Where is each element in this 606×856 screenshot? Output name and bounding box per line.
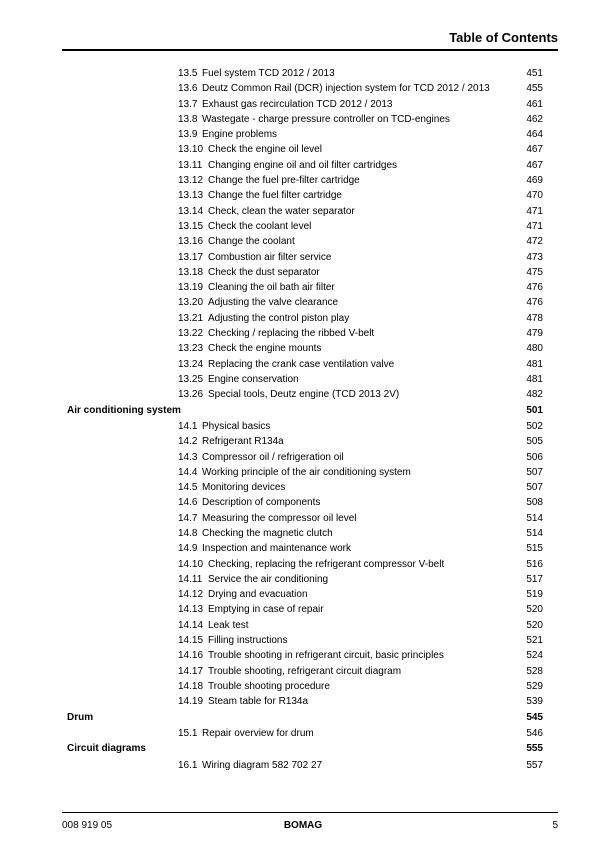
- entry-number: 14.6: [178, 497, 198, 509]
- entry-page-number: 481: [526, 373, 543, 385]
- entry-number: 16.1: [178, 759, 198, 771]
- toc-entry: [0, 219, 606, 234]
- entry-title: Replacing the crank case ventilation valve: [208, 358, 395, 370]
- entry-title: Measuring the compressor oil level: [202, 512, 357, 524]
- section-title: Circuit diagrams: [67, 743, 146, 755]
- toc-entry: [0, 495, 606, 510]
- entry-number: 14.13: [178, 604, 204, 616]
- table-of-contents: [0, 66, 606, 773]
- toc-entry: [0, 204, 606, 219]
- toc-entry: [0, 326, 606, 341]
- entry-title: Special tools, Deutz engine (TCD 2013 2V): [208, 389, 400, 401]
- entry-number: 13.24: [178, 358, 204, 370]
- entry-title: Checking the magnetic clutch: [202, 528, 333, 539]
- entry-page-number: 507: [526, 466, 543, 478]
- toc-entry: [0, 81, 606, 96]
- entry-number: 14.18: [178, 680, 204, 692]
- entry-page-number: 505: [526, 436, 543, 448]
- entry-number: 14.19: [178, 696, 204, 708]
- toc-entry: [0, 450, 606, 465]
- entry-page-number: 462: [526, 113, 543, 125]
- entry-title: Trouble shooting, refrigerant circuit diagram: [208, 665, 402, 677]
- toc-entry: [0, 173, 606, 188]
- entry-number: 13.5: [178, 68, 198, 79]
- entry-title: Cleaning the oil bath air filter: [208, 282, 335, 294]
- toc-section-heading: [0, 741, 606, 757]
- entry-number: 14.16: [178, 650, 204, 662]
- entry-page-number: 524: [526, 650, 543, 662]
- entry-title: Drying and evacuation: [208, 589, 308, 601]
- toc-section-heading: [0, 403, 606, 419]
- entry-title: Description of components: [202, 497, 321, 509]
- entry-number: 13.10: [178, 144, 204, 156]
- entry-page-number: 461: [526, 98, 543, 110]
- entry-page-number: 528: [526, 665, 543, 677]
- entry-page-number: 467: [526, 144, 543, 156]
- toc-entry: [0, 633, 606, 648]
- toc-entry: [0, 511, 606, 526]
- entry-page-number: 545: [526, 711, 543, 723]
- entry-number: 14.8: [178, 528, 198, 539]
- toc-entry: [0, 265, 606, 280]
- toc-entry: [0, 664, 606, 679]
- toc-entry: [0, 726, 606, 741]
- toc-entry: [0, 234, 606, 249]
- toc-entry: [0, 97, 606, 112]
- toc-entry: [0, 357, 606, 372]
- page-number: 5: [552, 820, 558, 831]
- section-title: Air conditioning system: [67, 404, 181, 416]
- entry-title: Change the fuel pre-filter cartridge: [208, 175, 360, 187]
- toc-entry: [0, 311, 606, 326]
- footer-rule: [62, 812, 558, 813]
- toc-entry: [0, 694, 606, 709]
- page-title: Table of Contents: [449, 30, 558, 45]
- toc-entry: [0, 66, 606, 81]
- entry-title: Combustion air filter service: [208, 251, 332, 263]
- entry-number: 13.14: [178, 205, 204, 217]
- entry-page-number: 481: [526, 358, 543, 370]
- entry-number: 13.18: [178, 266, 204, 278]
- entry-page-number: 470: [526, 190, 543, 202]
- entry-page-number: 508: [526, 497, 543, 509]
- toc-entry: [0, 572, 606, 587]
- toc-entry: [0, 541, 606, 556]
- entry-title: Monitoring devices: [202, 482, 286, 494]
- entry-number: 14.11: [178, 573, 203, 585]
- entry-title: Engine problems: [202, 129, 278, 141]
- entry-page-number: 476: [526, 297, 543, 309]
- entry-page-number: 469: [526, 175, 543, 187]
- entry-number: 13.11: [178, 159, 203, 171]
- entry-title: Steam table for R134a: [208, 696, 309, 708]
- entry-page-number: 514: [526, 528, 543, 539]
- entry-title: Fuel system TCD 2012 / 2013: [202, 68, 335, 79]
- entry-page-number: 514: [526, 512, 543, 524]
- entry-number: 14.14: [178, 619, 204, 631]
- entry-page-number: 557: [526, 759, 543, 771]
- entry-number: 13.17: [178, 251, 204, 263]
- entry-page-number: 480: [526, 343, 543, 355]
- entry-page-number: 519: [526, 589, 543, 601]
- entry-number: 14.9: [178, 543, 198, 555]
- entry-page-number: 539: [526, 696, 543, 708]
- entry-number: 13.7: [178, 98, 198, 110]
- toc-entry: [0, 480, 606, 495]
- entry-number: 13.6: [178, 83, 198, 95]
- toc-entry: [0, 526, 606, 541]
- toc-entry: [0, 434, 606, 449]
- entry-number: 14.10: [178, 558, 204, 570]
- entry-number: 14.12: [178, 589, 204, 601]
- entry-title: Engine conservation: [208, 373, 299, 385]
- entry-number: 13.9: [178, 129, 198, 141]
- entry-page-number: 501: [526, 404, 543, 416]
- entry-number: 13.8: [178, 113, 198, 125]
- entry-page-number: 479: [526, 328, 543, 340]
- entry-title: Filling instructions: [208, 635, 288, 647]
- document-number: 008 919 05: [62, 820, 113, 831]
- entry-page-number: 502: [526, 420, 543, 432]
- entry-page-number: 507: [526, 482, 543, 494]
- toc-entry: [0, 372, 606, 387]
- entry-title: Checking, replacing the refrigerant compressor V-belt: [208, 558, 445, 570]
- entry-number: 13.21: [178, 312, 204, 324]
- entry-number: 14.3: [178, 451, 198, 463]
- entry-title: Refrigerant R134a: [202, 436, 284, 448]
- entry-page-number: 517: [526, 573, 543, 585]
- entry-page-number: 515: [526, 543, 543, 555]
- entry-title: Trouble shooting in refrigerant circuit, basic principles: [208, 650, 444, 662]
- entry-number: 13.13: [178, 190, 204, 202]
- entry-title: Inspection and maintenance work: [202, 543, 351, 555]
- toc-entry: [0, 587, 606, 602]
- entry-number: 15.1: [178, 727, 198, 739]
- entry-title: Change the fuel filter cartridge: [208, 190, 342, 202]
- section-title: Drum: [67, 711, 94, 723]
- toc-entry: [0, 295, 606, 310]
- entry-number: 13.16: [178, 236, 204, 248]
- toc-entry: [0, 679, 606, 694]
- toc-entry: [0, 341, 606, 356]
- toc-entry: [0, 250, 606, 265]
- entry-title: Trouble shooting procedure: [208, 680, 330, 692]
- entry-number: 13.25: [178, 373, 204, 385]
- toc-entry: [0, 618, 606, 633]
- entry-page-number: 482: [526, 389, 543, 401]
- entry-page-number: 471: [526, 205, 543, 217]
- entry-number: 14.1: [178, 420, 198, 432]
- entry-number: 14.17: [178, 665, 204, 677]
- header-rule: [62, 49, 558, 51]
- toc-entry: [0, 158, 606, 173]
- entry-title: Check the dust separator: [208, 266, 320, 278]
- entry-title: Deutz Common Rail (DCR) injection system for TCD 2012 / 2013: [202, 83, 490, 95]
- entry-page-number: 464: [526, 129, 543, 141]
- entry-page-number: 546: [526, 727, 543, 739]
- toc-entry: [0, 188, 606, 203]
- entry-number: 14.2: [178, 436, 198, 448]
- entry-number: 14.5: [178, 482, 198, 494]
- entry-number: 13.23: [178, 343, 204, 355]
- entry-page-number: 455: [526, 83, 543, 95]
- entry-title: Check the engine oil level: [208, 144, 322, 156]
- entry-page-number: 478: [526, 312, 543, 324]
- toc-entry: [0, 557, 606, 572]
- entry-number: 13.19: [178, 282, 204, 294]
- entry-page-number: 471: [526, 220, 543, 232]
- entry-number: 13.26: [178, 389, 204, 401]
- entry-page-number: 516: [526, 558, 543, 570]
- entry-page-number: 475: [526, 266, 543, 278]
- entry-title: Working principle of the air conditioning system: [202, 466, 411, 478]
- toc-entry: [0, 602, 606, 617]
- toc-entry: [0, 280, 606, 295]
- brand-name: BOMAG: [283, 820, 323, 831]
- entry-title: Exhaust gas recirculation TCD 2012 / 2013: [202, 98, 393, 110]
- entry-title: Checking / replacing the ribbed V-belt: [208, 328, 375, 340]
- toc-section-heading: [0, 710, 606, 726]
- entry-number: 13.22: [178, 328, 204, 340]
- entry-title: Wiring diagram 582 702 27: [202, 759, 323, 771]
- entry-number: 13.15: [178, 220, 204, 232]
- toc-entry: [0, 758, 606, 773]
- entry-title: Wastegate - charge pressure controller on TCD-engines: [202, 113, 450, 125]
- entry-page-number: 476: [526, 282, 543, 294]
- toc-entry: [0, 127, 606, 142]
- entry-page-number: 529: [526, 680, 543, 692]
- entry-title: Check the engine mounts: [208, 343, 322, 355]
- entry-page-number: 506: [526, 451, 543, 463]
- entry-title: Adjusting the valve clearance: [208, 297, 339, 309]
- toc-entry: [0, 142, 606, 157]
- entry-title: Check, clean the water separator: [208, 205, 355, 217]
- entry-page-number: 473: [526, 251, 543, 263]
- entry-title: Compressor oil / refrigeration oil: [202, 451, 344, 463]
- entry-page-number: 467: [526, 159, 543, 171]
- entry-title: Check the coolant level: [208, 220, 312, 232]
- entry-page-number: 520: [526, 604, 543, 616]
- toc-entry: [0, 387, 606, 402]
- toc-entry: [0, 419, 606, 434]
- entry-title: Changing engine oil and oil filter cartridges: [208, 159, 398, 171]
- entry-number: 14.4: [178, 466, 198, 478]
- entry-number: 14.15: [178, 635, 204, 647]
- entry-page-number: 451: [526, 68, 543, 79]
- entry-number: 13.12: [178, 175, 204, 187]
- entry-number: 13.20: [178, 297, 204, 309]
- entry-page-number: 520: [526, 619, 543, 631]
- entry-title: Leak test: [208, 619, 249, 631]
- entry-title: Repair overview for drum: [202, 727, 314, 739]
- entry-title: Physical basics: [202, 420, 271, 432]
- entry-page-number: 472: [526, 236, 543, 248]
- toc-entry: [0, 648, 606, 663]
- entry-page-number: 521: [526, 635, 543, 647]
- entry-title: Service the air conditioning: [208, 573, 329, 585]
- toc-entry: [0, 112, 606, 127]
- entry-number: 14.7: [178, 512, 198, 524]
- entry-title: Change the coolant: [208, 236, 295, 248]
- entry-title: Emptying in case of repair: [208, 604, 324, 616]
- entry-page-number: 555: [526, 743, 543, 755]
- toc-entry: [0, 465, 606, 480]
- entry-title: Adjusting the control piston play: [208, 312, 350, 324]
